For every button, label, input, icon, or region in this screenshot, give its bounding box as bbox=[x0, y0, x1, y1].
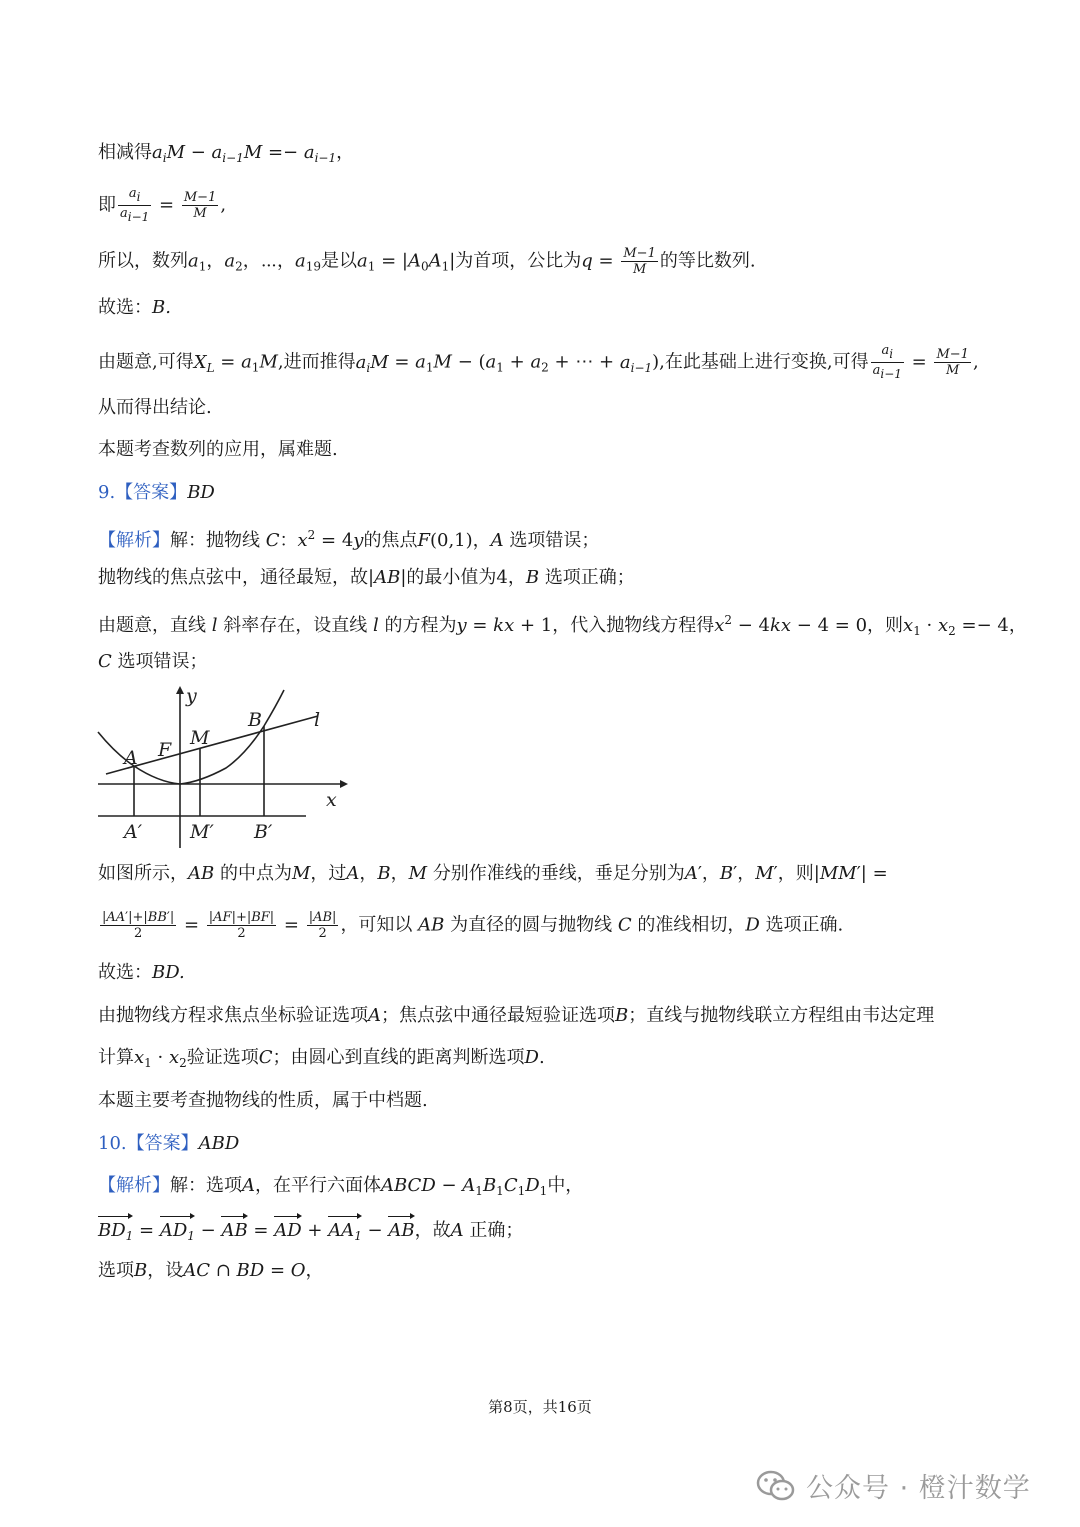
parabola-figure bbox=[96, 684, 356, 854]
wechat-icon bbox=[756, 1469, 796, 1503]
label-y: y bbox=[186, 685, 197, 707]
text-line: 即 $\frac{a_i}{a_{i-1}}$ = $\frac{M-1}{M}$ , bbox=[98, 186, 227, 224]
text-line: 如图所示，AB 的中点为M，过A，B，M 分别作准线的垂线，垂足分别为A′，B′，M′，则|MM′| = bbox=[98, 863, 888, 884]
watermark bbox=[756, 1466, 1031, 1505]
answer-heading-9: 9.【答案】BD bbox=[98, 482, 215, 503]
text-line: 【解析】解：选项A，在平行六面体ABCD − $A_1B_1C_1D_1$中， bbox=[98, 1175, 584, 1198]
text-line: $\frac{|AA'|+|BB'|}{2}$ = $\frac{|AF|+|BF|}{2}$ = $\frac{|AB|}{2}$ ，可知以 AB 为直径的圆与抛物线 C 的准线相切，D 选项正确. bbox=[102, 910, 844, 941]
text-line: 本题考查数列的应用，属难题. bbox=[98, 439, 338, 460]
text-line: 由抛物线方程求焦点坐标验证选项A；焦点弦中通径最短验证选项B；直线与抛物线联立方程组由韦达定理 bbox=[98, 1005, 935, 1026]
watermark-text: 公众号 · 橙汁数学 bbox=[806, 1473, 1031, 1504]
text-line: 【解析】解：抛物线 C：$x^2 = 4y$的焦点F(0,1)，A 选项错误； bbox=[98, 528, 600, 551]
label-l: l bbox=[314, 709, 321, 731]
label-x: x bbox=[326, 789, 337, 811]
text-line: 本题主要考查抛物线的性质，属于中档题. bbox=[98, 1090, 428, 1111]
text-line: 由题意,可得$X_L = a_1M$,进而推得$a_iM = a_1M - (a_1 + a_2$ + ⋯ + $a_{i-1}$),在此基础上进行变换,可得 $\frac{a_i}{a_{i-1}}$ = $\frac{M-1}{M}$ , bbox=[98, 343, 979, 381]
text-line: 由题意，直线 l 斜率存在，设直线 l 的方程为y = kx + 1，代入抛物线方程得$x^2 - 4kx - 4 = 0$，则$x_1 \cdot x_2 =- 4$， bbox=[98, 613, 1027, 638]
label-M-prime: M′ bbox=[190, 821, 214, 843]
label-B-prime: B′ bbox=[254, 821, 273, 843]
text-line: 所以，数列$a_1$，$a_2$，⋯，$a_{19}$是以$a_1 = |A_0A_1|$为首项，公比为q = $\frac{M-1}{M}$ 的等比数列. bbox=[98, 246, 756, 277]
line-l bbox=[106, 716, 318, 774]
text-line: C 选项错误； bbox=[98, 651, 208, 672]
label-A-prime: A′ bbox=[124, 821, 143, 843]
label-B: B bbox=[248, 709, 262, 731]
label-A: A bbox=[124, 747, 138, 769]
text-line: 从而得出结论. bbox=[98, 397, 212, 418]
y-axis-arrow bbox=[176, 686, 184, 694]
text-line: 计算$x_1 \cdot x_2$验证选项C；由圆心到直线的距离判断选项D. bbox=[98, 1047, 545, 1070]
label-M: M bbox=[190, 727, 210, 749]
page-footer: 第8页，共16页 bbox=[488, 1398, 592, 1416]
x-axis-arrow bbox=[340, 780, 348, 788]
text-line: 抛物线的焦点弦中，通径最短，故|AB|的最小值为4，B 选项正确； bbox=[98, 567, 635, 588]
text-line: $BD_1 = AD_1$ − AB = AD + $AA_1$ − AB，故A 正确； bbox=[98, 1214, 523, 1249]
answer-heading-10: 10.【答案】ABD bbox=[98, 1133, 240, 1154]
label-F: F bbox=[158, 739, 172, 761]
text-line: 故选：B. bbox=[98, 297, 171, 318]
text-line: 选项B，设AC ∩ BD = O， bbox=[98, 1260, 324, 1281]
text-line: 相减得$a_iM - a_{i-1}M =- a_{i-1}$， bbox=[98, 142, 355, 165]
text-line: 故选：BD. bbox=[98, 962, 185, 983]
